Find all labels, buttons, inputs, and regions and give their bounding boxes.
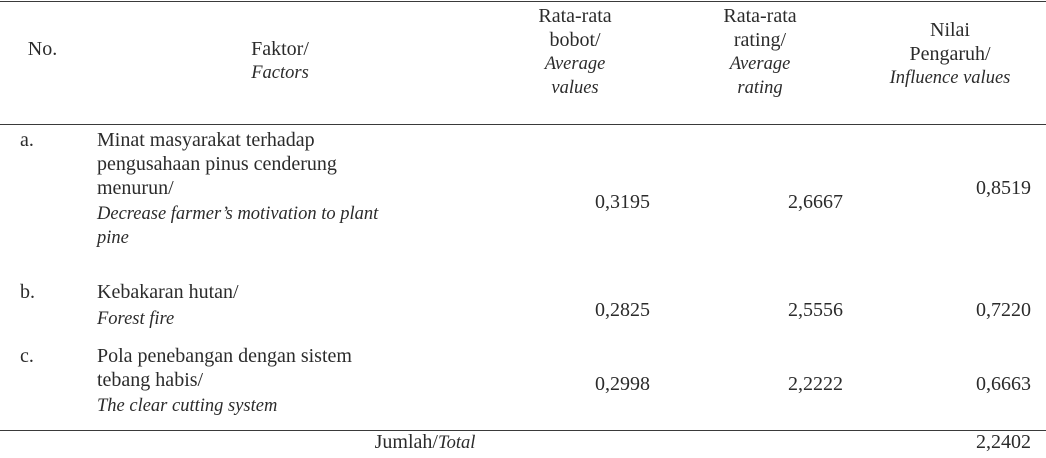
header-bobot-en-2: values xyxy=(551,78,599,98)
header-bottom-rule xyxy=(0,124,1046,125)
row-a-factor-line-2: pengusahaan pinus cenderung xyxy=(97,153,337,175)
row-a-factor-en-2: pine xyxy=(97,228,129,248)
row-b-average-weight: 0,2825 xyxy=(595,299,650,321)
header-nilai-id-2: Pengaruh/ xyxy=(909,43,991,65)
header-bobot-id-1: Rata-rata xyxy=(538,5,612,27)
row-b-factor-en-1: Forest fire xyxy=(97,309,175,329)
total-label-en: Total xyxy=(437,433,476,453)
row-a-average-weight: 0,3195 xyxy=(595,191,650,213)
row-a-factor-line-3: menurun/ xyxy=(97,177,174,199)
row-b-factor-line-1: Kebakaran hutan/ xyxy=(97,281,239,303)
header-no xyxy=(0,37,85,61)
row-c-average-weight: 0,2998 xyxy=(595,373,650,395)
row-a-influence-value: 0,8519 xyxy=(976,177,1031,199)
row-c-factor xyxy=(97,344,457,418)
header-factor-en: Factors xyxy=(251,63,309,83)
header-rating-en-1: Average xyxy=(729,54,791,74)
row-c-average-rating: 2,2222 xyxy=(788,373,843,395)
header-influence-values xyxy=(865,18,1035,90)
row-c-factor-en-1: The clear cutting system xyxy=(97,396,278,416)
total-value: 2,2402 xyxy=(976,431,1031,453)
header-average-weight xyxy=(495,4,655,100)
row-a-average-rating: 2,6667 xyxy=(788,191,843,213)
row-a-factor xyxy=(97,128,457,250)
row-c-factor-line-1: Pola penebangan dengan sistem xyxy=(97,345,352,367)
header-bobot-id-2: bobot/ xyxy=(549,29,601,51)
header-average-rating xyxy=(680,4,840,100)
row-a-factor-en-1: Decrease farmer’s motivation to plant xyxy=(97,204,379,224)
total-label-id: Jumlah/ xyxy=(374,431,438,453)
row-b-influence-value: 0,7220 xyxy=(976,299,1031,321)
header-rating-en-2: rating xyxy=(737,78,783,98)
total-label xyxy=(0,430,850,455)
row-c-number: c. xyxy=(20,345,34,367)
header-nilai-en: Influence values xyxy=(889,68,1011,88)
header-factor-id: Faktor/ xyxy=(251,38,309,60)
header-bobot-en-1: Average xyxy=(544,54,606,74)
header-no-label: No. xyxy=(27,38,58,60)
header-rating-id-2: rating/ xyxy=(733,29,787,51)
row-a-number: a. xyxy=(20,129,34,151)
header-factor xyxy=(150,37,410,85)
header-nilai-id-1: Nilai xyxy=(930,19,970,41)
row-c-influence-value: 0,6663 xyxy=(976,373,1031,395)
row-b-average-rating: 2,5556 xyxy=(788,299,843,321)
header-rating-id-1: Rata-rata xyxy=(723,5,797,27)
table-top-rule xyxy=(0,1,1046,2)
row-a-factor-line-1: Minat masyarakat terhadap xyxy=(97,129,315,151)
row-b-factor xyxy=(97,280,457,331)
row-c-factor-line-2: tebang habis/ xyxy=(97,369,204,391)
row-b-number: b. xyxy=(20,281,35,303)
